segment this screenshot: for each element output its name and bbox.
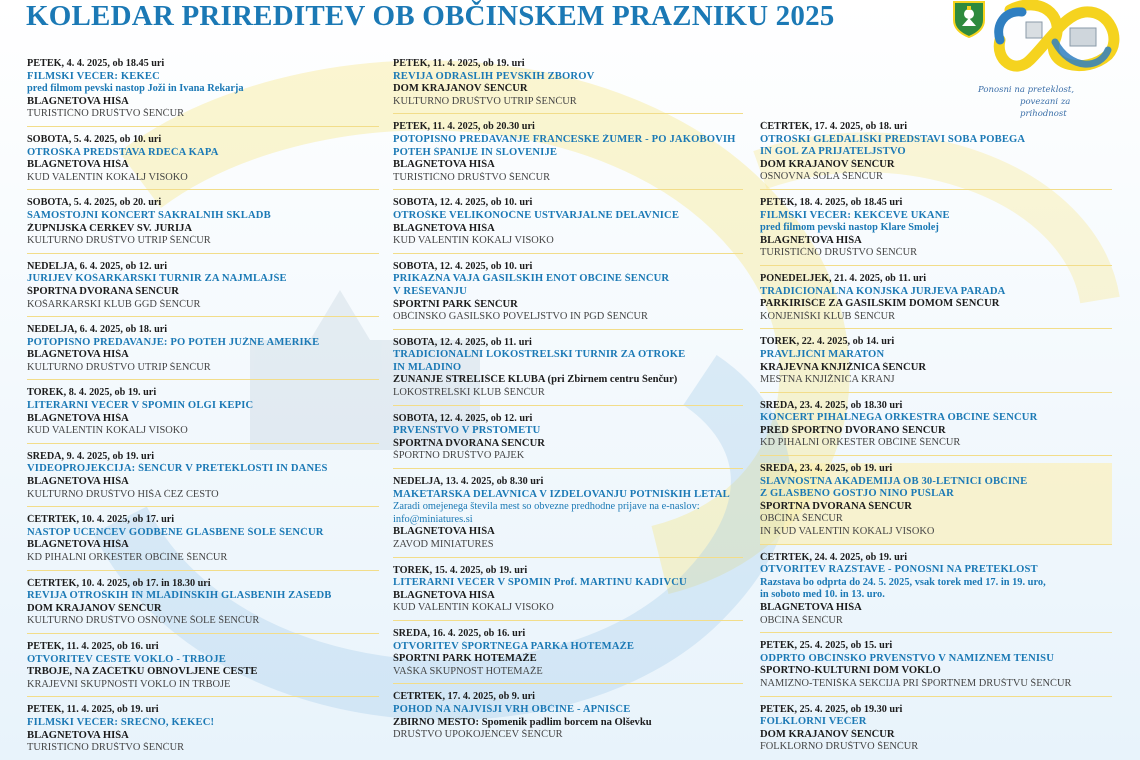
event-title: PRAVLJIČNI MARATON [760,348,885,360]
event-venue: BLAGNETOVA HIŠA [760,602,862,613]
event-item [27,578,379,634]
event-title: OTVORITEV ŠPORTNEGA PARKA HOTEMAŽE [393,640,635,652]
event-item [393,337,743,406]
event-title: MAKETARSKA DELAVNICA V IZDELOVANJU POTNIŠKIH LETAL [393,488,730,500]
event-date: SREDA, 23. 4. 2025, ob 19. uri [760,463,893,475]
event-item [27,197,379,253]
event-date: NEDELJA, 6. 4. 2025, ob 18. uri [27,324,168,336]
event-venue: BLAGNETOVA HIŠA [760,234,862,246]
event-date: ČETRTEK, 10. 4. 2025, ob 17. uri [27,514,175,526]
event-venue: KRAJEVNA KNJIŽNICA ŠENČUR [760,361,926,373]
event-title: JURIJEV KOŠARKARSKI TURNIR ZA NAJMLAJŠE [27,273,287,285]
page-title: KOLEDAR PRIREDITEV OB OBČINSKEM PRAZNIKU 2025 [26,0,835,32]
event-item [393,121,743,190]
event-venue: DOM KRAJANOV ŠENČUR [27,602,162,614]
event-organizer: TURISTIČNO DRUŠTVO ŠENČUR [27,742,185,754]
event-item [393,476,743,558]
event-title: IN MLADINO [393,361,462,373]
event-item [27,514,379,570]
event-organizer: ŠPORTNO DRUŠTVO PAJEK [393,450,525,462]
event-organizer: KULTURNO DRUŠTVO OSNOVNE ŠOLE ŠENČUR [27,615,260,627]
event-item [393,261,743,330]
event-title: KONCERT PIHALNEGA ORKESTRA OBČINE ŠENČUR [760,412,1038,424]
event-venue: BLAGNETOVA HIŠA [27,159,129,171]
event-title: FILMSKI VEČER: KEKEC [27,70,160,82]
event-item [393,628,743,684]
anniversary-logo-icon [990,0,1120,80]
events-column-1 [27,58,379,760]
crest-icon [950,0,988,38]
event-date: ČETRTEK, 17. 4. 2025, ob 9. uri [393,691,536,703]
event-venue: ŽUPNIJSKA CERKEV SV. JURIJA [27,222,193,234]
event-item [393,413,743,469]
event-date: TOREK, 22. 4. 2025, ob 14. uri [760,336,895,348]
event-title: POTOPISNO PREDAVANJE: PO POTEH JUŽNE AMERIKE [27,336,320,348]
event-venue: BLAGNETOVA HIŠA [393,526,495,538]
event-title: LITERARNI VEČER V SPOMIN Prof. MARTINU KADIVCU [393,577,687,589]
event-organizer: KUD VALENTIN KOKALJ VISOKO [27,171,188,183]
event-item [760,336,1112,392]
event-organizer: OBČINA ŠENČUR [760,513,843,525]
event-subtitle: pred filmom pevski nastop Joži in Ivana Rekarja [27,83,244,95]
event-title: TRADICIONALNA KONJSKA JURJEVA PARADA [760,285,1006,297]
event-venue: BLAGNETOVA HIŠA [393,159,495,171]
event-title: OTROŠKE VELIKONOČNE USTVARJALNE DELAVNICE [393,209,680,221]
event-venue: ŠPORTNO-KULTURNI DOM VOKLO [760,665,941,677]
event-subtitle: in soboto med 10. in 13. uro. [760,589,885,601]
event-organizer: OBČINA ŠENČUR [760,614,843,626]
event-organizer: IN KUD VALENTIN KOKALJ VISOKO [760,526,935,538]
event-item [27,324,379,380]
event-organizer: KONJENIŠKI KLUB ŠENČUR [760,310,896,322]
event-item [27,641,379,697]
event-venue: TRBOJE, NA ZAČETKU OBNOVLJENE CESTE [27,666,258,678]
event-date: PETEK, 11. 4. 2025, ob 19. uri [27,704,159,716]
event-item [27,451,379,507]
event-organizer: ZAVOD MINIATURES [393,539,494,550]
event-date: PETEK, 11. 4. 2025, ob 19. uri [393,58,525,69]
event-item [760,463,1112,545]
events-column-3 [760,121,1112,760]
event-organizer: LOKOSTRELSKI KLUB ŠENČUR [393,387,545,399]
event-date: SOBOTA, 5. 4. 2025, ob 20. uri [27,197,162,209]
event-title: SAMOSTOJNI KONCERT SAKRALNIH SKLADB [27,209,271,221]
event-date: PETEK, 18. 4. 2025, ob 18.45 uri [760,196,903,208]
event-venue: PARKIRIŠČE ZA GASILSKIM DOMOM ŠENČUR [760,298,1000,310]
event-item [760,704,1112,759]
event-date: SOBOTA, 12. 4. 2025, ob 11. uri [393,336,532,348]
event-title: POHOD NA NAJVIŠJI VRH OBČINE - APNIŠČE [393,703,631,715]
event-organizer: DRUŠTVO UPOKOJENCEV ŠENČUR [393,729,563,741]
event-item [760,640,1112,696]
event-item [393,58,743,114]
event-date: ČETRTEK, 17. 4. 2025, ob 18. uri [760,121,908,132]
event-item [393,197,743,253]
event-item [27,261,379,317]
event-date: ČETRTEK, 24. 4. 2025, ob 19. uri [760,551,908,563]
event-organizer: KULTURNO DRUŠTVO UTRIP ŠENČUR [393,95,577,107]
event-organizer: FOLKLORNO DRUŠTVO ŠENČUR [760,741,919,753]
event-item [760,273,1112,329]
event-item [27,134,379,190]
event-venue: BLAGNETOVA HIŠA [27,95,129,107]
event-date: NEDELJA, 13. 4. 2025, ob 8.30 uri [393,476,544,488]
event-subtitle: Razstava bo odprta do 24. 5. 2025, vsak torek med 17. in 19. uro, [760,576,1046,588]
event-organizer: KD PIHALNI ORKESTER OBČINE ŠENČUR [760,437,961,449]
event-title: TRADICIONALNI LOKOSTRELSKI TURNIR ZA OTROKE [393,349,686,361]
event-title: OTVORITEV RAZSTAVE - PONOSNI NA PRETEKLOST [760,564,1038,576]
event-title: PRIKAZNA VAJA GASILSKIH ENOT OBČINE ŠENČUR [393,273,670,285]
event-organizer: KULTURNO DRUŠTVO UTRIP ŠENČUR [27,235,211,247]
event-subtitle: pred filmom pevski nastop Klare Smolej [760,222,939,234]
event-note: info@miniatures.si [393,513,473,525]
event-item [27,58,379,127]
event-title: V REŠEVANJU [393,285,467,297]
event-venue: BLAGNETOVA HIŠA [27,729,129,741]
tagline-line-2: povezani za prihodnost [1020,97,1071,119]
event-venue: DOM KRAJANOV ŠENČUR [760,728,895,740]
event-item [760,400,1112,456]
event-item [760,121,1112,190]
event-venue: ZUNANJE STRELIŠČE KLUBA (pri Zbirnem centru Šenčur) [393,374,678,386]
event-date: PETEK, 25. 4. 2025, ob 19.30 uri [760,703,903,715]
event-title: OTVORITEV CESTE VOKLO - TRBOJE [27,653,226,665]
event-venue: BLAGNETOVA HIŠA [27,539,129,551]
event-organizer: KULTURNO DRUŠTVO UTRIP ŠENČUR [27,361,211,373]
event-title: FILMSKI VEČER: SREČNO, KEKEC! [27,716,215,728]
event-venue: ŠPORTNI PARK HOTEMAŽE [393,653,537,665]
event-date: PONEDELJEK, 21. 4. 2025, ob 11. uri [760,272,927,284]
event-date: PETEK, 11. 4. 2025, ob 16. uri [27,640,159,652]
event-date: PETEK, 25. 4. 2025, ob 15. uri [760,640,893,652]
event-venue: BLAGNETOVA HIŠA [27,349,129,361]
event-title: PRVENSTVO V PRSTOMETU [393,425,541,437]
event-date: TOREK, 15. 4. 2025, ob 19. uri [393,564,528,576]
event-item [27,704,379,759]
event-item [27,387,379,443]
event-date: SREDA, 23. 4. 2025, ob 18.30 uri [760,399,903,411]
event-venue: PRED ŠPORTNO DVORANO ŠENČUR [760,424,946,436]
logo-tagline [978,84,1118,120]
event-venue: BLAGNETOVA HIŠA [393,589,495,601]
event-date: TOREK, 8. 4. 2025, ob 19. uri [27,387,157,399]
event-note: Zaradi omejenega števila mest so obvezne predhodne prijave na e-naslov: [393,501,700,513]
event-item [760,197,1112,266]
event-venue: DOM KRAJANOV ŠENČUR [393,83,528,95]
event-date: NEDELJA, 6. 4. 2025, ob 12. uri [27,260,168,272]
event-organizer: KUD VALENTIN KOKALJ VISOKO [393,602,554,614]
event-date: SOBOTA, 5. 4. 2025, ob 10. uri [27,133,162,145]
event-organizer: MESTNA KNJIŽNICA KRANJ [760,374,895,386]
event-venue: ŠPORTNA DVORANA ŠENČUR [27,285,179,297]
event-date: PETEK, 11. 4. 2025, ob 20.30 uri [393,121,535,133]
event-title: FOLKLORNI VEČER [760,716,867,728]
event-organizer: KD PIHALNI ORKESTER OBČINE ŠENČUR [27,552,228,563]
event-venue: BLAGNETOVA HIŠA [27,476,129,488]
event-title: ODPRTO OBČINSKO PRVENSTVO V NAMIZNEM TENISU [760,652,1055,664]
event-date: SREDA, 9. 4. 2025, ob 19. uri [27,450,155,462]
event-item [760,552,1112,634]
event-venue: BLAGNETOVA HIŠA [27,412,129,424]
event-organizer: KOŠARKARSKI KLUB GGD ŠENČUR [27,298,201,310]
event-title: VIDEOPROJEKCIJA: ŠENČUR V PRETEKLOSTI IN DANES [27,463,328,475]
event-venue: BLAGNETOVA HIŠA [393,222,495,234]
event-date: SOBOTA, 12. 4. 2025, ob 12. uri [393,412,533,424]
event-organizer: OSNOVNA ŠOLA ŠENČUR [760,171,883,183]
event-organizer: KUD VALENTIN KOKALJ VISOKO [393,235,554,247]
event-organizer: KUD VALENTIN KOKALJ VISOKO [27,425,188,437]
event-date: PETEK, 4. 4. 2025, ob 18.45 uri [27,58,165,69]
event-title: POTEH ŠPANIJE IN SLOVENIJE [393,146,558,158]
event-title: NASTOP UČENCEV GODBENE GLASBENE ŠOLE ŠENČUR [27,526,324,538]
event-date: SREDA, 16. 4. 2025, ob 16. uri [393,627,526,639]
event-organizer: KULTURNO DRUŠTVO HIŠA ČEZ CESTO [27,488,219,500]
event-venue: ŠPORTNA DVORANA ŠENČUR [393,437,545,449]
tagline-line-1: Ponosni na preteklost, [978,85,1075,95]
event-title: FILMSKI VEČER: KEKČEVE UKANE [760,209,950,221]
event-title: LITERARNI VEČER V SPOMIN OLGI KEPIC [27,400,254,412]
event-venue: ŠPORTNI PARK ŠENČUR [393,298,518,310]
event-venue: ZBIRNO MESTO: Spomenik padlim borcem na Olševku [393,716,652,728]
event-date: ČETRTEK, 10. 4. 2025, ob 17. in 18.30 uri [27,577,211,589]
event-title: SLAVNOSTNA AKADEMIJA OB 30-LETNICI OBČINE [760,475,1028,487]
events-column-2 [393,58,743,754]
event-date: SOBOTA, 12. 4. 2025, ob 10. uri [393,197,533,209]
event-organizer: VAŠKA SKUPNOST HOTEMAŽE [393,665,543,677]
event-title: POTOPISNO PREDAVANJE FRANCESKE ŽUMER - PO JAKOBOVIH [393,133,736,145]
event-title: REVIJA ODRASLIH PEVSKIH ZBOROV [393,70,595,82]
event-item [393,691,743,746]
event-organizer: TURISTIČNO DRUŠTVO ŠENČUR [27,108,185,120]
event-organizer: KRAJEVNI SKUPNOSTI VOKLO IN TRBOJE [27,678,231,690]
event-date: SOBOTA, 12. 4. 2025, ob 10. uri [393,260,533,272]
event-title: Z GLASBENO GOSTJO NINO PUŠLAR [760,488,954,500]
event-title: OTROŠKI GLEDALIŠKI PREDSTAVI SOBA POBEGA [760,133,1026,145]
event-organizer: TURISTIČNO DRUŠTVO ŠENČUR [760,247,918,259]
event-organizer: OBČINSKO GASILSKO POVELJSTVO IN PGD ŠENČUR [393,311,648,323]
event-title: IN GOL ZA PRIJATELJSTVO [760,146,906,158]
event-venue: DOM KRAJANOV ŠENČUR [760,158,895,170]
event-venue: ŠPORTNA DVORANA ŠENČUR [760,500,912,512]
event-item [393,565,743,621]
event-title: OTROŠKA PREDSTAVA RDEČA KAPA [27,146,219,158]
event-organizer: TURISTIČNO DRUŠTVO ŠENČUR [393,171,551,183]
event-title: REVIJA OTROŠKIH IN MLADINSKIH GLASBENIH ZASEDB [27,590,332,602]
event-organizer: NAMIZNO-TENIŠKA SEKCIJA PRI ŠPORTNEM DRUŠTVU ŠENČUR [760,677,1072,689]
